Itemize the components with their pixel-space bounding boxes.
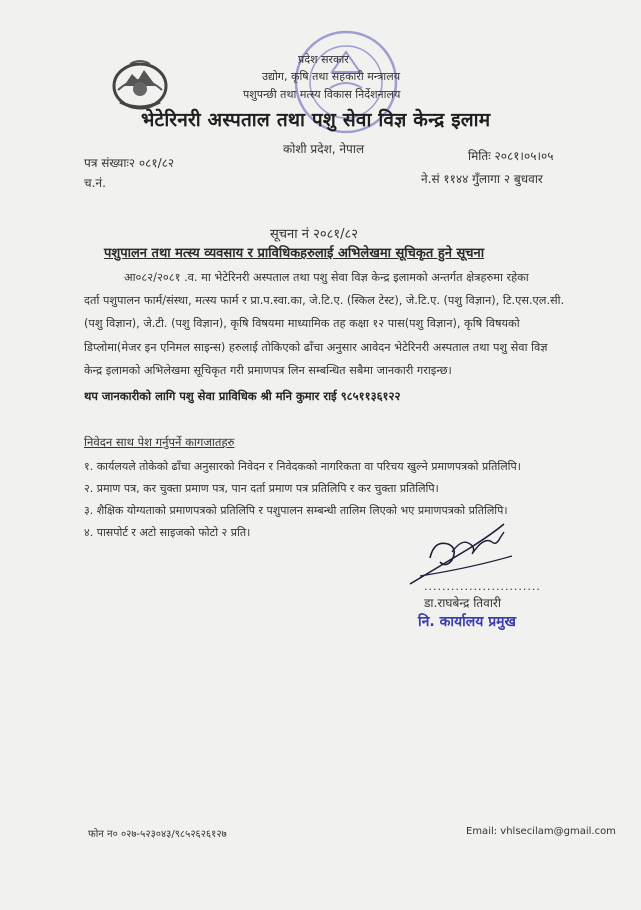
nepal-emblem-icon [110, 56, 170, 112]
notice-subject: पशुपालन तथा मत्स्य व्यवसाय र प्राविधिकहरुलाई अभिलेखमा सूचिकृत हुने सूचना [104, 246, 485, 261]
signer-name: डा.राघबेन्द्र तिवारी [424, 596, 501, 610]
dispatch-number: च.नं. [84, 176, 106, 190]
header-province: प्रदेश सरकार [298, 53, 349, 66]
office-title: भेटेरिनरी अस्पताल तथा पशु सेवा विज्ञ केन्द्र इलाम [141, 109, 491, 131]
body-line: दर्ता पशुपालन फार्म/संस्था, मत्स्य फार्म र प्रा.प.स्वा.का, जे.टि.ए. (स्किल टेस्ट), जे.टि.ए. (पशु विज्ञान), टि.एस.एल.सी. [84, 294, 565, 308]
list-item: ४. पासपोर्ट र अटो साइजको फोटो २ प्रति। [84, 526, 251, 539]
footer-email: Email: vhlsecilam@gmail.com [466, 826, 616, 837]
notice-body [84, 266, 574, 382]
notice-number: सूचना नं २०८१/८२ [270, 227, 359, 242]
list-item: २. प्रमाण पत्र, कर चुक्ता प्रमाण पत्र, पान दर्ता प्रमाण पत्र प्रतिलिपि र कर चुक्ता प्रतिलिपि। [84, 482, 439, 495]
footer-phone: फोन न० ०२७-५२३०४३/९८५२६२६१२७ [88, 829, 227, 840]
body-line: केन्द्र इलामको अभिलेखमा सूचिकृत गरी प्रमाणपत्र लिन सम्बन्धित सबैमा जानकारी गराइन्छ। [84, 363, 452, 377]
list-item: १. कार्यलयले तोकेको ढाँचा अनुसारको निवेदन र निवेदकको नागरिकता वा परिचय खुल्ने प्रमाणपत्रको प्रतिलिपि। [84, 460, 521, 473]
body-line: (पशु विज्ञान), जे.टी. (पशु विज्ञान), कृषि विषयमा माध्यामिक तह कक्षा १२ पास(पशु विज्ञान), कृषि विषयको [84, 317, 520, 331]
nepal-sambat-date: ने.सं ११४४ गुँलागा २ बुधवार [421, 172, 543, 186]
body-line: आ०८२/२०८१ .व. मा भेटेरिनरी अस्पताल तथा पशु सेवा विज्ञ केन्द्र इलामको अन्तर्गत क्षेत्रहरुमा रहेका [124, 271, 529, 284]
signer-title: नि. कार्यालय प्रमुख [418, 614, 516, 630]
signature-line: .......................... [424, 580, 541, 593]
list-item: ३. शैक्षिक योग्यताको प्रमाणपत्रको प्रतिलिपि र पशुपालन सम्बन्धी तालिम लिएको भए प्रमाणपत्रको प्रतिलिपि। [84, 504, 508, 517]
date: मितिः २०८१।०५।०५ [468, 149, 554, 163]
contact-info: थप जानकारीको लागि पशु सेवा प्राविधिक श्री मनि कुमार राई ९८५११३६१२२ [84, 389, 401, 403]
documents-heading: निवेदन साथ पेश गर्नुपर्ने कागजातहरु [84, 435, 235, 449]
header-ministry: उद्योग, कृषि तथा सहकारी मन्त्रालय [262, 70, 401, 83]
office-address: कोशी प्रदेश, नेपाल [283, 142, 365, 156]
header-directorate: पशुपन्छी तथा मत्स्य विकास निर्देशनालय [243, 88, 401, 101]
body-line: डिप्लोमा(मेजर इन एनिमल साइन्स) हरुलाई तोकिएको ढाँचा अनुसार आवेदन भेटेरिनरी अस्पताल तथा पशु सेवा विज्ञ [84, 340, 548, 354]
reference-number: पत्र संख्याः२ ०८१/८२ [84, 156, 175, 170]
